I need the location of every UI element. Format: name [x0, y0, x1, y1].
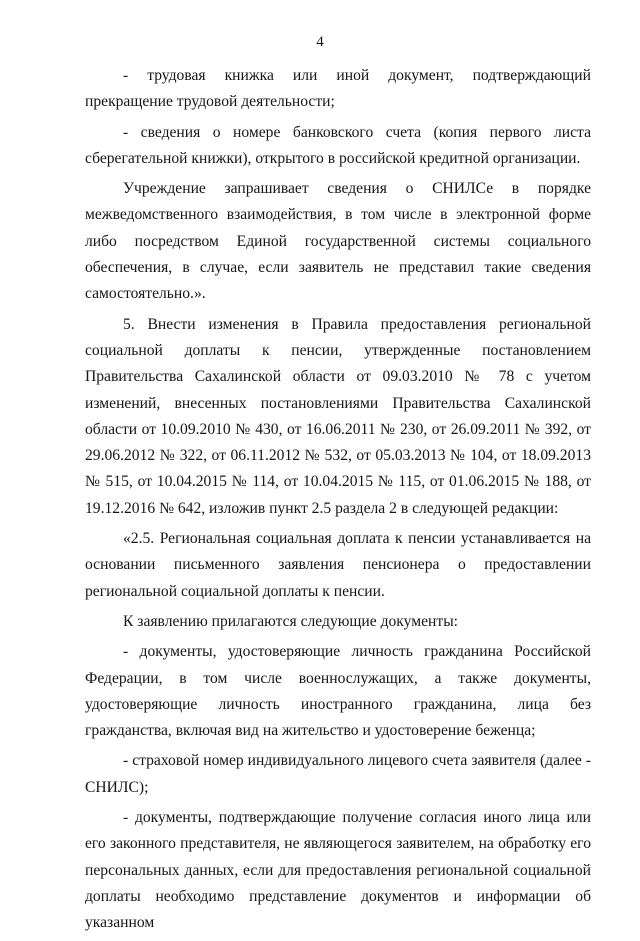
- paragraph-identity-documents: - документы, удостоверяющие личность гражданина Российской Федерации, в том числе военнослужащих, а также документы, удостоверяющие личность иностранного гражданина, лица без гражданства, включая вид на жительство и удостоверение беженца;: [85, 643, 591, 740]
- paragraph-clause-2-5: «2.5. Региональная социальная доплата к пенсии устанавливается на основании письменного заявления пенсионера о предоставлении региональной социальной доплаты к пенсии.: [85, 530, 591, 600]
- paragraph-documents-intro: К заявлению прилагаются следующие документы:: [123, 612, 459, 630]
- paragraph-snils: - страховой номер индивидуального лицевого счета заявителя (далее - СНИЛС);: [85, 752, 591, 796]
- paragraph-snils-request: Учреждение запрашивает сведения о СНИЛСе в порядке межведомственного взаимодействия, в том числе в электронной форме либо посредством Единой государственной системы социального обеспечения, в случае, если заявитель не представил такие сведения самостоятельно.».: [85, 180, 591, 303]
- page-number: 4: [316, 34, 324, 50]
- paragraph-consent-documents: - документы, подтверждающие получение согласия иного лица или его законного представителя, не являющегося заявителем, на обработку его персональных данных, если для предоставления региональной социальной доплаты необходимо представление документов и информации об указанном: [85, 809, 591, 932]
- document-body: [85, 63, 591, 941]
- paragraph-bank-account: - сведения о номере банковского счета (копия первого листа сберегательной книжки), открытого в российской кредитной организации.: [85, 123, 591, 167]
- paragraph-amendment-5: 5. Внести изменения в Правила предоставления региональной социальной доплаты к пенсии, утвержденные постановлением Правительства Сахалинской области от 09.03.2010 № 78 с учетом изменений, внесенных постановлениями Правительства Сахалинской области от 10.09.2010 № 430, от 16.06.2011 № 230, от 26.09.2011 № 392, от 29.06.2012 № 322, от 06.11.2012 № 532, от 05.03.2013 № 104, от 18.09.2013 № 515, от 10.04.2015 № 114, от 10.04.2015 № 115, от 01.06.2015 № 188, от 19.12.2016 № 642, изложив пункт 2.5 раздела 2 в следующей редакции:: [85, 315, 591, 517]
- paragraph-labor-book: - трудовая книжка или иной документ, подтверждающий прекращение трудовой деятельности;: [85, 67, 591, 111]
